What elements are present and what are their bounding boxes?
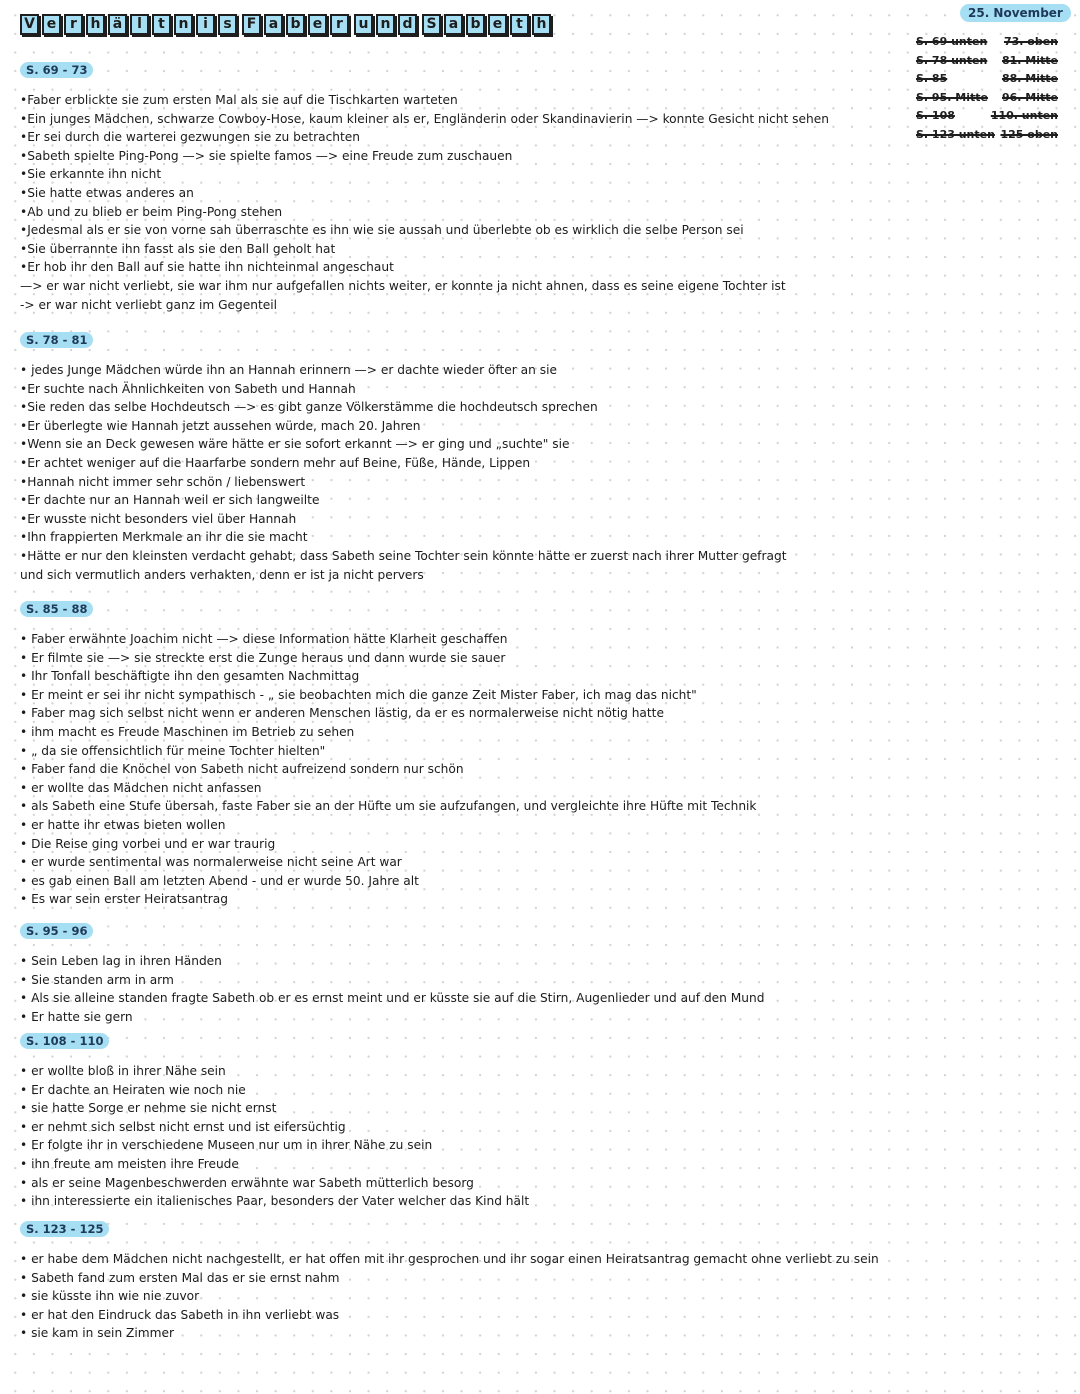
title-letter-tile: r [330, 14, 349, 35]
note-line: • Die Reise ging vorbei und er war traurig [20, 836, 276, 851]
title-letter-tile: t [152, 14, 171, 35]
note-line: • Er hatte sie gern [20, 1009, 133, 1024]
note-line: • Faber fand die Knöchel von Sabeth nicht aufreizend sondern nur schön [20, 762, 464, 777]
note-line: • sie küsste ihn wie nie zuvor [20, 1289, 200, 1304]
note-line: •Jedesmal als er sie von vorne sah überraschte es ihn wie sie aussah und überlebte ob es wirklich die selbe Person sei [20, 223, 744, 238]
note-line: •Faber erblickte sie zum ersten Mal als sie auf die Tischkarten warteten [20, 93, 458, 107]
note-line: • er nehmt sich selbst nicht ernst und ist eifersüchtig [20, 1119, 346, 1134]
note-line: • er wollte das Mädchen nicht anfassen [20, 780, 262, 795]
page-index-end: 110. unten [990, 109, 1058, 123]
note-line: • Als sie alleine standen fragte Sabeth ob er es ernst meint und er küsste sie auf die Stirn, Augenlieder und auf den Mund [20, 991, 765, 1006]
title-word [354, 14, 417, 35]
note-line: •Er suchte nach Ähnlichkeiten von Sabeth und Hannah [20, 381, 356, 396]
page-index-list [916, 33, 1058, 145]
note-line: •Er hob ihr den Ball auf sie hatte ihn nichteinmal angeschaut [20, 260, 394, 275]
page-index-start: S. 95. Mitte [916, 90, 988, 104]
page-index-end: 96. Mitte [1001, 90, 1058, 104]
section-heading: S. 69 - 73 [20, 62, 93, 78]
title-letter-tile: t [510, 14, 529, 35]
note-line: • Er folgte ihr in verschiedene Museen nur um in ihrer Nähe zu sein [20, 1138, 433, 1153]
page-index-start: S. 78 unten [916, 53, 988, 67]
title-letter-tile: ä [108, 14, 127, 35]
note-line: • Er meint er sei ihr nicht sympathisch - „ sie beobachten mich die ganze Zeit Mister Faber, ich mag das nicht" [20, 687, 697, 702]
section-lines [20, 1062, 900, 1211]
page-index-entry [916, 89, 1058, 108]
section-s85-88 [20, 598, 900, 909]
title-letter-tile: a [444, 14, 463, 35]
note-line: •Ein junges Mädchen, schwarze Cowboy-Hose, kaum kleiner als er, Engländerin oder Skandinavierin —> konnte Gesicht nicht sehen [20, 111, 829, 126]
note-line: • Sabeth fand zum ersten Mal das er sie ernst nahm [20, 1270, 340, 1285]
page-title [20, 14, 551, 35]
title-letter-tile: i [196, 14, 215, 35]
page-index-entry [916, 33, 1058, 52]
title-word [422, 14, 551, 35]
page-index-entry [916, 52, 1058, 71]
title-letter-tile: e [488, 14, 507, 35]
title-letter-tile: u [354, 14, 373, 35]
title-word [242, 14, 349, 35]
section-s108-110 [20, 1030, 900, 1211]
note-line: •Sabeth spielte Ping-Pong —> sie spielte famos —> eine Freude zum zuschauen [20, 148, 513, 163]
note-line: • sie hatte Sorge er nehme sie nicht ernst [20, 1101, 277, 1116]
note-line: • es gab einen Ball am letzten Abend - und er wurde 50. Jahre alt [20, 873, 419, 888]
section-heading: S. 78 - 81 [20, 332, 93, 348]
note-line: •Er wusste nicht besonders viel über Hannah [20, 511, 297, 526]
note-line: • „ da sie offensichtlich für meine Tochter hielten" [20, 743, 326, 758]
page-index-end: 125 oben [1000, 127, 1058, 141]
section-lines [20, 361, 900, 584]
note-line: •Hannah nicht immer sehr schön / liebenswert [20, 474, 306, 489]
note-line: • Sie standen arm in arm [20, 972, 174, 987]
section-s78-81 [20, 329, 900, 584]
page-index-start: S. 108 [916, 109, 955, 123]
note-line: • Es war sein erster Heiratsantrag [20, 892, 229, 907]
note-line: und sich vermutlich anders verhakten, denn er ist ja nicht pervers [20, 567, 424, 582]
note-line: •Sie hatte etwas anderes an [20, 185, 194, 200]
note-line: • ihm macht es Freude Maschinen im Betrieb zu sehen [20, 724, 355, 739]
note-line: •Er sei durch die warterei gezwungen sie zu betrachten [20, 130, 361, 145]
section-heading: S. 108 - 110 [20, 1033, 109, 1049]
section-s123-125 [20, 1218, 900, 1343]
note-line: • er wurde sentimental was normalerweise nicht seine Art war [20, 855, 402, 870]
title-letter-tile: b [466, 14, 485, 35]
note-line: -> er war nicht verliebt ganz im Gegenteil [20, 297, 278, 312]
note-line: •Er überlegte wie Hannah jetzt aussehen würde, mach 20. Jahren [20, 418, 421, 433]
title-letter-tile: e [308, 14, 327, 35]
note-line: • er habe dem Mädchen nicht nachgestellt, er hat offen mit ihr gesprochen und ihr sogar einen Heiratsantrag gemacht ohne verliebt zu sein [20, 1252, 879, 1266]
note-line: • er hatte ihr etwas bieten wollen [20, 817, 226, 832]
page-index-entry [916, 126, 1058, 145]
note-line: •Sie reden das selbe Hochdeutsch —> es gibt ganze Völkerstämme die hochdeutsch sprechen [20, 400, 598, 415]
section-lines [20, 91, 900, 314]
note-line: • als er seine Magenbeschwerden erwähnte war Sabeth mütterlich besorg [20, 1175, 474, 1190]
title-letter-tile: V [20, 14, 39, 35]
note-line: • ihn freute am meisten ihre Freude [20, 1156, 239, 1171]
title-letter-tile: h [86, 14, 105, 35]
page-index-entry [916, 107, 1058, 126]
section-lines [20, 1250, 900, 1343]
note-line: •Wenn sie an Deck gewesen wäre hätte er sie sofort erkannt —> er ging und „suchte" sie [20, 437, 570, 452]
note-line: •Sie erkannte ihn nicht [20, 167, 162, 182]
note-line: •Ab und zu blieb er beim Ping-Pong stehen [20, 204, 283, 219]
note-line: •Er dachte nur an Hannah weil er sich langweilte [20, 493, 320, 508]
note-line: •Ihn frappierten Merkmale an ihr die sie macht [20, 530, 308, 545]
note-line: • jedes Junge Mädchen würde ihn an Hannah erinnern —> er dachte wieder öfter an sie [20, 363, 557, 377]
note-line: • Faber mag sich selbst nicht wenn er anderen Menschen lästig, da er es normalerweise nicht nötig hatte [20, 706, 664, 721]
note-line: • als Sabeth eine Stufe übersah, faste Faber sie an der Hüfte um sie aufzufangen, und vergleichte ihre Hüfte mit Technik [20, 799, 757, 814]
title-letter-tile: b [286, 14, 305, 35]
title-letter-tile: r [64, 14, 83, 35]
title-letter-tile: a [264, 14, 283, 35]
title-letter-tile: s [218, 14, 237, 35]
section-lines [20, 630, 900, 909]
title-letter-tile: F [242, 14, 261, 35]
title-letter-tile: n [174, 14, 193, 35]
page-index-start: S. 123 unten [916, 127, 995, 141]
section-s95-96 [20, 920, 900, 1026]
note-line: • Faber erwähnte Joachim nicht —> diese Information hätte Klarheit geschaffen [20, 632, 508, 646]
page-index-start: S. 69 unten [916, 35, 988, 48]
page-index-end: 81. Mitte [1001, 53, 1058, 67]
note-line: —> er war nicht verliebt, sie war ihm nur aufgefallen nichts weiter, er konnte ja nicht ahnen, dass es seine eigene Tochter ist [20, 278, 786, 293]
title-letter-tile: d [398, 14, 417, 35]
note-line: • Sein Leben lag in ihren Händen [20, 954, 222, 968]
section-lines [20, 952, 900, 1026]
section-heading: S. 95 - 96 [20, 923, 93, 939]
title-letter-tile: S [422, 14, 441, 35]
note-line: • er hat den Eindruck das Sabeth in ihn verliebt was [20, 1307, 340, 1322]
title-letter-tile: e [42, 14, 61, 35]
title-letter-tile: n [376, 14, 395, 35]
note-line: •Er achtet weniger auf die Haarfarbe sondern mehr auf Beine, Füße, Hände, Lippen [20, 455, 531, 470]
note-line: • ihn interessierte ein italienisches Paar, besonders der Vater welcher das Kind hält [20, 1194, 530, 1209]
title-letter-tile: l [130, 14, 149, 35]
note-line: • Er filmte sie —> sie streckte erst die Zunge heraus und dann wurde sie sauer [20, 650, 506, 665]
section-heading: S. 85 - 88 [20, 601, 93, 617]
note-line: • sie kam in sein Zimmer [20, 1326, 175, 1341]
note-line: •Hätte er nur den kleinsten verdacht gehabt, dass Sabeth seine Tochter sein könnte hätte er zuerst nach ihrer Mutter gefragt [20, 548, 787, 563]
note-line: • Ihr Tonfall beschäftigte ihn den gesamten Nachmittag [20, 669, 360, 684]
note-line: •Sie überrannte ihn fasst als sie den Ball geholt hat [20, 241, 336, 256]
page-index-end: 73. oben [1003, 35, 1058, 48]
date-badge: 25. November [960, 4, 1071, 22]
title-word [20, 14, 237, 35]
section-heading: S. 123 - 125 [20, 1221, 109, 1237]
page-index-entry [916, 70, 1058, 89]
note-line: • er wollte bloß in ihrer Nähe sein [20, 1064, 226, 1078]
section-s69-73 [20, 59, 900, 314]
page-index-end: 88. Mitte [1001, 72, 1058, 86]
title-letter-tile: h [532, 14, 551, 35]
note-line: • Er dachte an Heiraten wie noch nie [20, 1082, 246, 1097]
page-index-start: S. 85 [916, 72, 948, 86]
